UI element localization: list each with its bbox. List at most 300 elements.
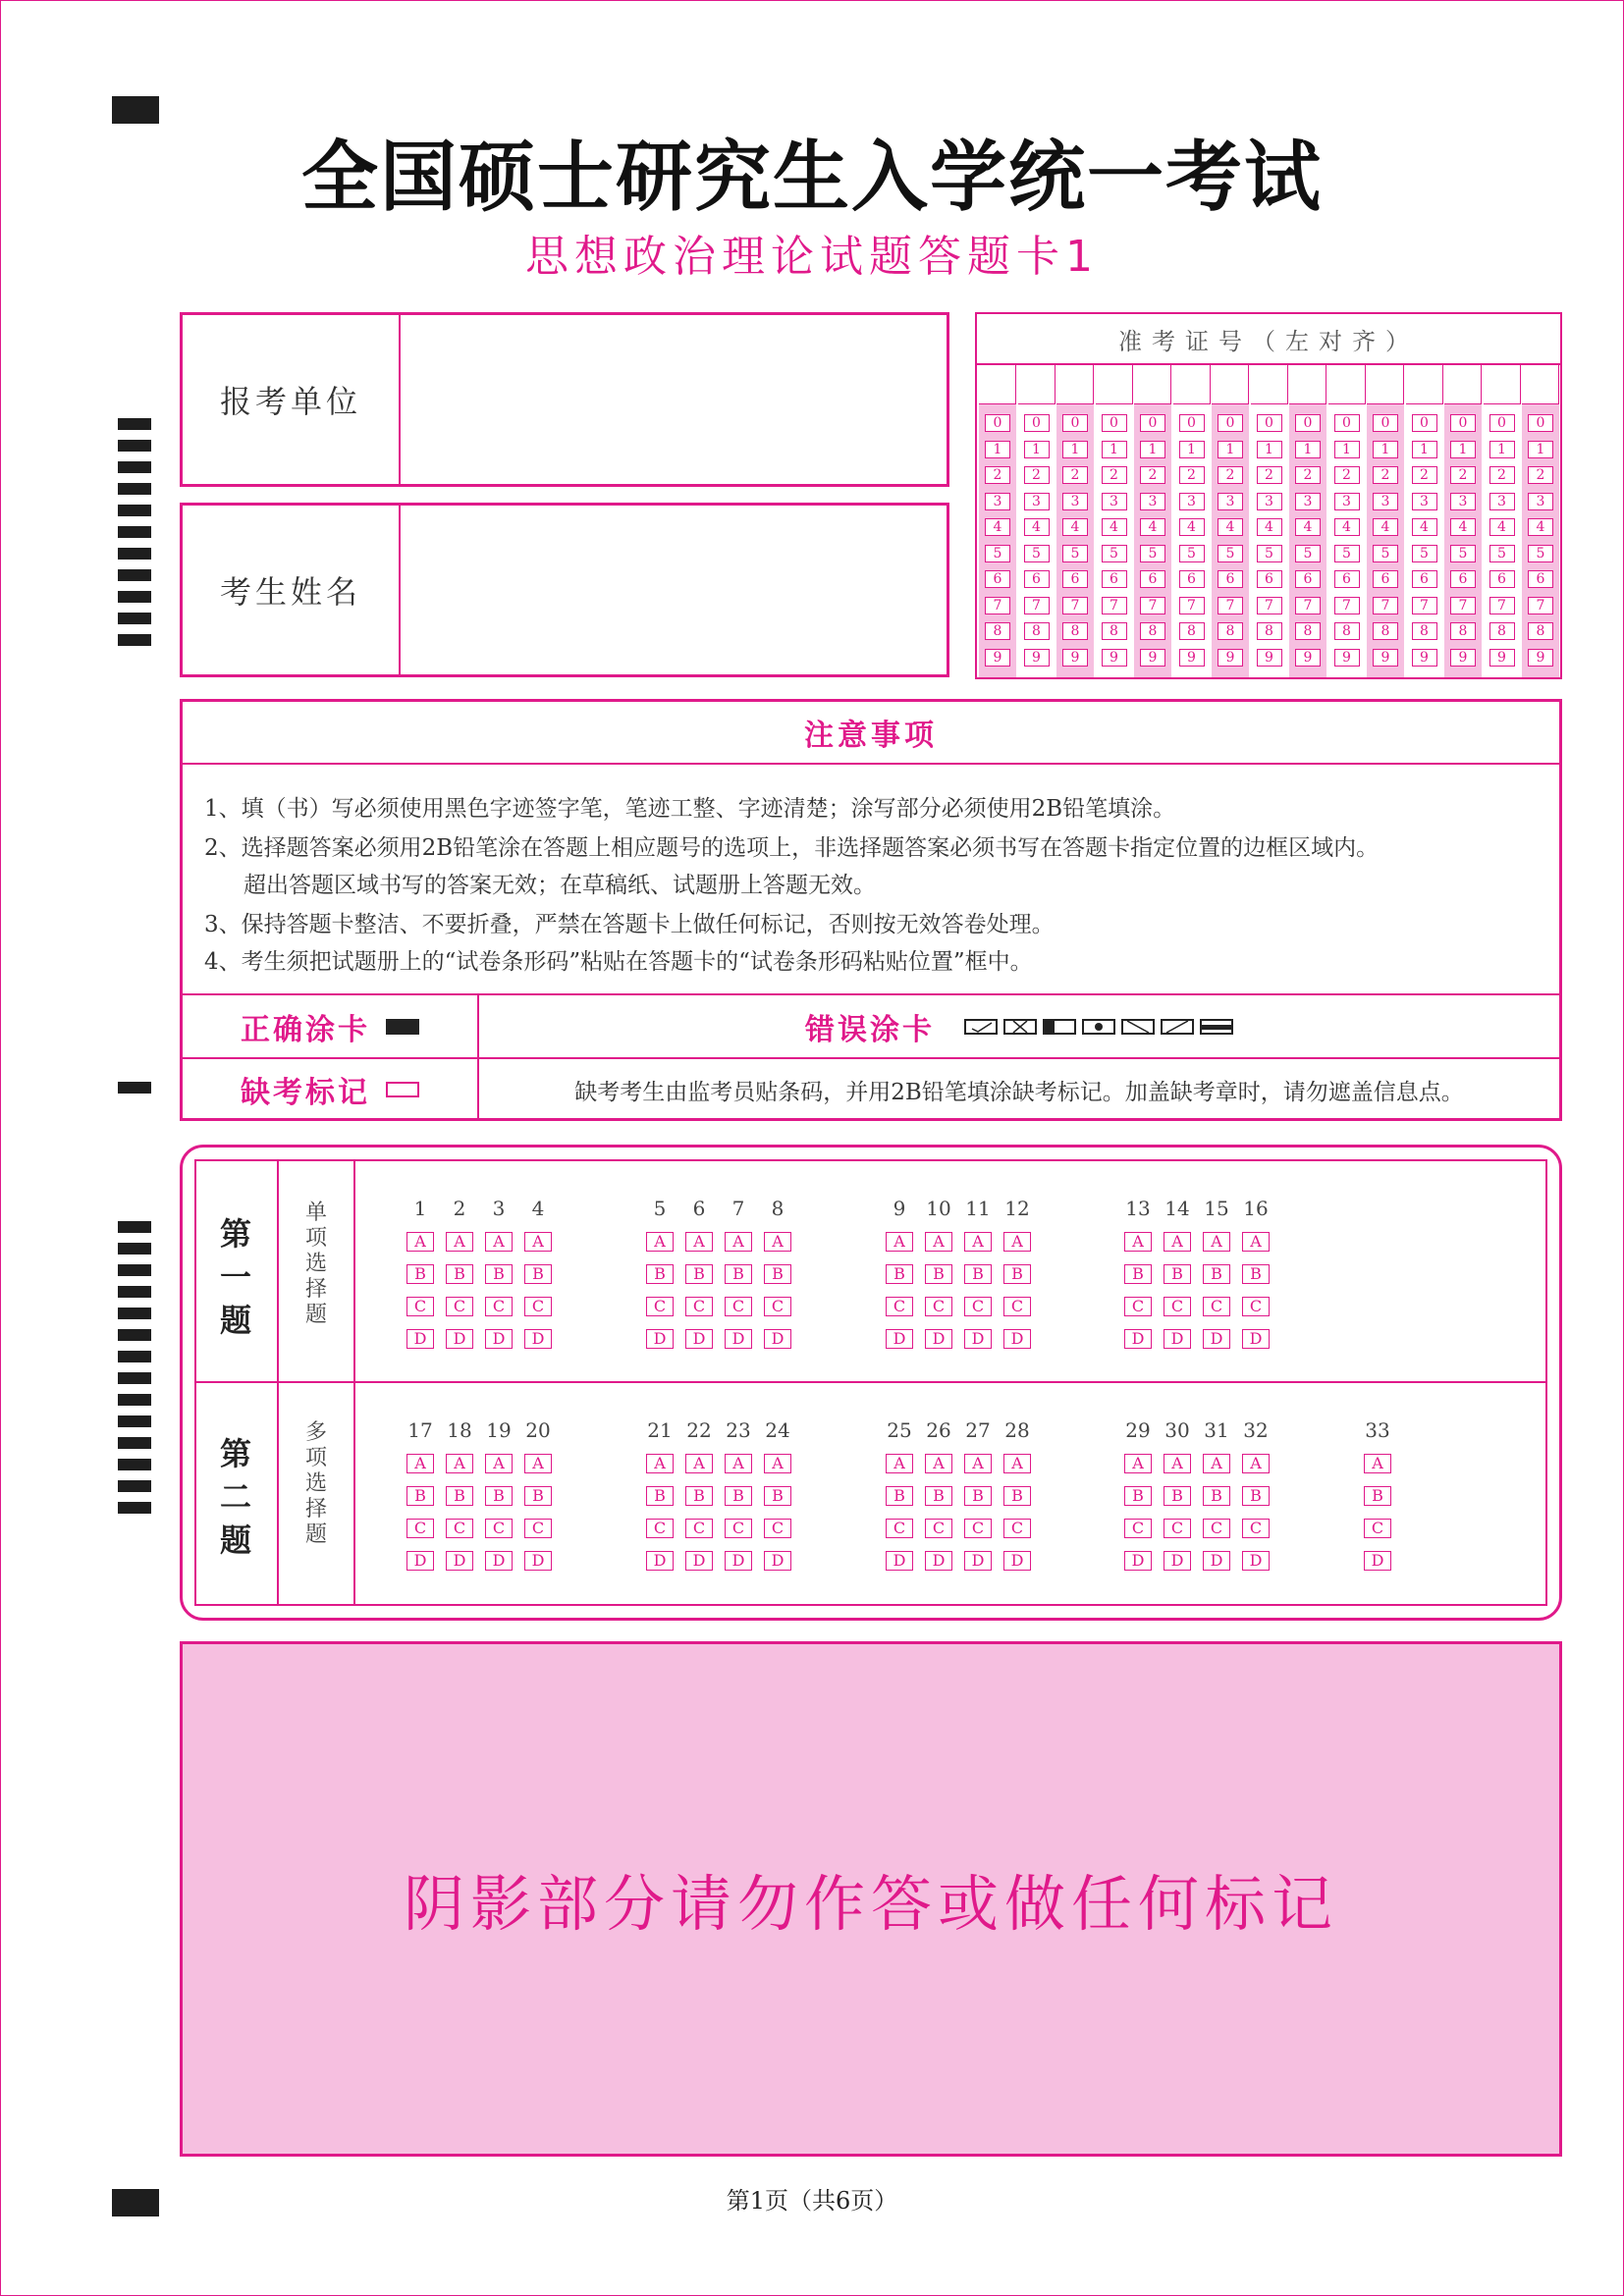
answer-option-bubble[interactable]: C	[524, 1519, 552, 1538]
answer-option-bubble[interactable]: A	[1242, 1232, 1270, 1252]
admission-digit-bubble[interactable]: 7	[1334, 597, 1360, 614]
admission-digit-bubble[interactable]: 2	[1373, 466, 1398, 484]
admission-digit-bubble[interactable]: 8	[1295, 622, 1321, 640]
admission-digit-bubble[interactable]: 6	[1257, 570, 1282, 588]
admission-digit-bubble[interactable]: 7	[1140, 597, 1165, 614]
admission-digit-write-cell[interactable]	[1406, 365, 1443, 404]
admission-digit-bubble[interactable]: 0	[1412, 414, 1437, 432]
admission-digit-bubble[interactable]: 3	[1295, 493, 1321, 510]
answer-option-bubble[interactable]: D	[964, 1329, 992, 1349]
answer-option-bubble[interactable]: D	[1203, 1551, 1230, 1571]
answer-option-bubble[interactable]: A	[725, 1232, 752, 1252]
admission-digit-bubble[interactable]: 5	[1218, 545, 1243, 562]
admission-digit-bubble[interactable]: 4	[1528, 518, 1553, 536]
admission-digit-bubble[interactable]: 0	[1450, 414, 1476, 432]
admission-digit-bubble[interactable]: 1	[1024, 441, 1050, 458]
answer-option-bubble[interactable]: A	[1003, 1454, 1031, 1473]
answer-option-bubble[interactable]: C	[886, 1297, 913, 1316]
answer-option-bubble[interactable]: B	[886, 1486, 913, 1506]
admission-digit-bubble[interactable]: 9	[1102, 649, 1127, 667]
admission-digit-bubble[interactable]: 4	[1295, 518, 1321, 536]
answer-option-bubble[interactable]: B	[646, 1486, 674, 1506]
admission-digit-bubble[interactable]: 5	[985, 545, 1010, 562]
answer-option-bubble[interactable]: A	[646, 1232, 674, 1252]
admission-digit-bubble[interactable]: 1	[1528, 441, 1553, 458]
admission-digit-bubble[interactable]: 8	[1179, 622, 1205, 640]
answer-option-bubble[interactable]: B	[925, 1264, 952, 1284]
admission-digit-bubble[interactable]: 5	[1373, 545, 1398, 562]
answer-option-bubble[interactable]: C	[1364, 1519, 1391, 1538]
admission-digit-write-cell[interactable]	[1212, 365, 1249, 404]
admission-digit-bubble[interactable]: 7	[1489, 597, 1515, 614]
answer-option-bubble[interactable]: C	[406, 1297, 434, 1316]
answer-option-bubble[interactable]: A	[1164, 1454, 1191, 1473]
answer-option-bubble[interactable]: C	[964, 1519, 992, 1538]
answer-option-bubble[interactable]: A	[1003, 1232, 1031, 1252]
admission-digit-bubble[interactable]: 7	[1102, 597, 1127, 614]
admission-digit-bubble[interactable]: 5	[1295, 545, 1321, 562]
name-field[interactable]	[401, 506, 947, 674]
answer-option-bubble[interactable]: C	[485, 1297, 513, 1316]
answer-option-bubble[interactable]: C	[1124, 1519, 1152, 1538]
answer-option-bubble[interactable]: A	[1364, 1454, 1391, 1473]
answer-option-bubble[interactable]: D	[1124, 1551, 1152, 1571]
answer-option-bubble[interactable]: C	[1203, 1519, 1230, 1538]
admission-digit-bubble[interactable]: 0	[1140, 414, 1165, 432]
answer-option-bubble[interactable]: A	[524, 1232, 552, 1252]
answer-option-bubble[interactable]: C	[446, 1297, 473, 1316]
answer-option-bubble[interactable]: C	[1164, 1297, 1191, 1316]
admission-digit-bubble[interactable]: 9	[1140, 649, 1165, 667]
answer-option-bubble[interactable]: B	[406, 1486, 434, 1506]
answer-option-bubble[interactable]: C	[685, 1297, 713, 1316]
answer-option-bubble[interactable]: A	[1124, 1232, 1152, 1252]
admission-digit-bubble[interactable]: 1	[1257, 441, 1282, 458]
admission-digit-bubble[interactable]: 3	[985, 493, 1010, 510]
answer-option-bubble[interactable]: D	[964, 1551, 992, 1571]
answer-option-bubble[interactable]: B	[1124, 1486, 1152, 1506]
answer-option-bubble[interactable]: B	[524, 1486, 552, 1506]
answer-option-bubble[interactable]: B	[764, 1264, 791, 1284]
answer-option-bubble[interactable]: D	[1203, 1329, 1230, 1349]
admission-digit-write-cell[interactable]	[1444, 365, 1482, 404]
answer-option-bubble[interactable]: C	[685, 1519, 713, 1538]
admission-digit-bubble[interactable]: 6	[1450, 570, 1476, 588]
answer-option-bubble[interactable]: C	[725, 1297, 752, 1316]
answer-option-bubble[interactable]: B	[685, 1486, 713, 1506]
admission-digit-bubble[interactable]: 7	[1295, 597, 1321, 614]
admission-digit-bubble[interactable]: 6	[1179, 570, 1205, 588]
admission-digit-bubble[interactable]: 3	[1373, 493, 1398, 510]
admission-digit-bubble[interactable]: 2	[1295, 466, 1321, 484]
admission-digit-write-cell[interactable]	[1173, 365, 1211, 404]
admission-digit-bubble[interactable]: 6	[1102, 570, 1127, 588]
answer-option-bubble[interactable]: B	[485, 1264, 513, 1284]
admission-digit-bubble[interactable]: 4	[1334, 518, 1360, 536]
admission-digit-bubble[interactable]: 2	[1062, 466, 1088, 484]
absent-bubble[interactable]	[386, 1082, 419, 1097]
answer-option-bubble[interactable]: D	[406, 1329, 434, 1349]
admission-digit-bubble[interactable]: 1	[1412, 441, 1437, 458]
admission-digit-bubble[interactable]: 1	[1218, 441, 1243, 458]
answer-option-bubble[interactable]: D	[685, 1551, 713, 1571]
admission-digit-bubble[interactable]: 4	[1179, 518, 1205, 536]
admission-digit-write-cell[interactable]	[1096, 365, 1133, 404]
answer-option-bubble[interactable]: B	[1364, 1486, 1391, 1506]
answer-option-bubble[interactable]: D	[1124, 1329, 1152, 1349]
answer-option-bubble[interactable]: D	[1003, 1329, 1031, 1349]
admission-digit-bubble[interactable]: 5	[1179, 545, 1205, 562]
admission-digit-bubble[interactable]: 5	[1062, 545, 1088, 562]
admission-digit-bubble[interactable]: 6	[1218, 570, 1243, 588]
answer-option-bubble[interactable]: A	[446, 1232, 473, 1252]
answer-option-bubble[interactable]: C	[1164, 1519, 1191, 1538]
admission-digit-bubble[interactable]: 9	[1334, 649, 1360, 667]
admission-digit-bubble[interactable]: 5	[1257, 545, 1282, 562]
answer-option-bubble[interactable]: C	[925, 1297, 952, 1316]
admission-digit-bubble[interactable]: 0	[1102, 414, 1127, 432]
admission-digit-bubble[interactable]: 0	[1334, 414, 1360, 432]
admission-digit-bubble[interactable]: 3	[1489, 493, 1515, 510]
admission-digit-bubble[interactable]: 3	[1024, 493, 1050, 510]
answer-option-bubble[interactable]: B	[964, 1486, 992, 1506]
admission-digit-bubble[interactable]: 8	[1528, 622, 1553, 640]
admission-digit-bubble[interactable]: 8	[1102, 622, 1127, 640]
admission-digit-write-cell[interactable]	[1289, 365, 1326, 404]
admission-digit-bubble[interactable]: 6	[1062, 570, 1088, 588]
admission-digit-bubble[interactable]: 7	[1179, 597, 1205, 614]
admission-digit-bubble[interactable]: 7	[1528, 597, 1553, 614]
answer-option-bubble[interactable]: C	[1124, 1297, 1152, 1316]
admission-digit-bubble[interactable]: 0	[1062, 414, 1088, 432]
answer-option-bubble[interactable]: D	[524, 1329, 552, 1349]
admission-digit-write-cell[interactable]	[1328, 365, 1366, 404]
answer-option-bubble[interactable]: A	[886, 1232, 913, 1252]
answer-option-bubble[interactable]: D	[406, 1551, 434, 1571]
admission-digit-bubble[interactable]: 1	[1062, 441, 1088, 458]
admission-digit-bubble[interactable]: 5	[1140, 545, 1165, 562]
admission-digit-bubble[interactable]: 7	[1450, 597, 1476, 614]
admission-digit-write-cell[interactable]	[1367, 365, 1404, 404]
answer-option-bubble[interactable]: C	[1242, 1297, 1270, 1316]
answer-option-bubble[interactable]: B	[446, 1264, 473, 1284]
admission-digit-bubble[interactable]: 6	[1528, 570, 1553, 588]
admission-digit-bubble[interactable]: 8	[1450, 622, 1476, 640]
admission-digit-write-cell[interactable]	[979, 365, 1016, 404]
answer-option-bubble[interactable]: B	[406, 1264, 434, 1284]
admission-digit-bubble[interactable]: 5	[1528, 545, 1553, 562]
admission-digit-bubble[interactable]: 3	[1140, 493, 1165, 510]
admission-digit-bubble[interactable]: 6	[1295, 570, 1321, 588]
answer-option-bubble[interactable]: B	[1203, 1264, 1230, 1284]
answer-option-bubble[interactable]: B	[1124, 1264, 1152, 1284]
answer-option-bubble[interactable]: C	[1003, 1519, 1031, 1538]
answer-option-bubble[interactable]: D	[646, 1551, 674, 1571]
answer-option-bubble[interactable]: B	[685, 1264, 713, 1284]
answer-option-bubble[interactable]: D	[764, 1329, 791, 1349]
admission-digit-bubble[interactable]: 9	[1257, 649, 1282, 667]
admission-digit-bubble[interactable]: 1	[1102, 441, 1127, 458]
admission-digit-bubble[interactable]: 4	[1450, 518, 1476, 536]
answer-option-bubble[interactable]: B	[485, 1486, 513, 1506]
admission-digit-bubble[interactable]: 7	[1062, 597, 1088, 614]
answer-option-bubble[interactable]: C	[646, 1297, 674, 1316]
answer-option-bubble[interactable]: A	[964, 1454, 992, 1473]
admission-digit-bubble[interactable]: 7	[1218, 597, 1243, 614]
admission-digit-bubble[interactable]: 9	[1528, 649, 1553, 667]
admission-digit-bubble[interactable]: 0	[1295, 414, 1321, 432]
admission-digit-bubble[interactable]: 1	[985, 441, 1010, 458]
answer-option-bubble[interactable]: A	[764, 1232, 791, 1252]
admission-digit-bubble[interactable]: 6	[1489, 570, 1515, 588]
admission-digit-bubble[interactable]: 9	[1218, 649, 1243, 667]
answer-option-bubble[interactable]: D	[485, 1551, 513, 1571]
admission-digit-bubble[interactable]: 3	[1528, 493, 1553, 510]
admission-digit-bubble[interactable]: 8	[1412, 622, 1437, 640]
admission-digit-write-cell[interactable]	[1484, 365, 1521, 404]
admission-digit-bubble[interactable]: 6	[1140, 570, 1165, 588]
admission-digit-bubble[interactable]: 4	[1373, 518, 1398, 536]
answer-option-bubble[interactable]: D	[685, 1329, 713, 1349]
admission-digit-bubble[interactable]: 0	[1024, 414, 1050, 432]
answer-option-bubble[interactable]: D	[1242, 1551, 1270, 1571]
answer-option-bubble[interactable]: D	[1242, 1329, 1270, 1349]
answer-option-bubble[interactable]: A	[964, 1232, 992, 1252]
admission-digit-bubble[interactable]: 9	[1489, 649, 1515, 667]
answer-option-bubble[interactable]: D	[646, 1329, 674, 1349]
answer-option-bubble[interactable]: A	[925, 1454, 952, 1473]
admission-digit-bubble[interactable]: 3	[1179, 493, 1205, 510]
admission-digit-bubble[interactable]: 2	[1412, 466, 1437, 484]
answer-option-bubble[interactable]: D	[446, 1329, 473, 1349]
answer-option-bubble[interactable]: B	[1003, 1486, 1031, 1506]
answer-option-bubble[interactable]: A	[524, 1454, 552, 1473]
answer-option-bubble[interactable]: A	[886, 1454, 913, 1473]
admission-digit-bubble[interactable]: 1	[1295, 441, 1321, 458]
answer-option-bubble[interactable]: A	[1124, 1454, 1152, 1473]
answer-option-bubble[interactable]: D	[524, 1551, 552, 1571]
admission-digit-bubble[interactable]: 3	[1257, 493, 1282, 510]
answer-option-bubble[interactable]: D	[1164, 1329, 1191, 1349]
admission-digit-bubble[interactable]: 2	[1450, 466, 1476, 484]
answer-option-bubble[interactable]: B	[1164, 1264, 1191, 1284]
admission-digit-bubble[interactable]: 4	[985, 518, 1010, 536]
answer-option-bubble[interactable]: D	[725, 1329, 752, 1349]
admission-digit-write-cell[interactable]	[1018, 365, 1056, 404]
answer-option-bubble[interactable]: A	[925, 1232, 952, 1252]
admission-digit-bubble[interactable]: 6	[1412, 570, 1437, 588]
admission-digit-bubble[interactable]: 9	[1024, 649, 1050, 667]
admission-digit-bubble[interactable]: 8	[1373, 622, 1398, 640]
answer-option-bubble[interactable]: C	[524, 1297, 552, 1316]
answer-option-bubble[interactable]: C	[886, 1519, 913, 1538]
admission-digit-bubble[interactable]: 2	[1102, 466, 1127, 484]
admission-digit-bubble[interactable]: 4	[1257, 518, 1282, 536]
admission-digit-bubble[interactable]: 4	[1218, 518, 1243, 536]
answer-option-bubble[interactable]: C	[925, 1519, 952, 1538]
admission-digit-bubble[interactable]: 8	[1140, 622, 1165, 640]
admission-digit-bubble[interactable]: 9	[1062, 649, 1088, 667]
answer-option-bubble[interactable]: C	[1242, 1519, 1270, 1538]
admission-digit-bubble[interactable]: 8	[985, 622, 1010, 640]
answer-option-bubble[interactable]: A	[1203, 1454, 1230, 1473]
admission-digit-bubble[interactable]: 9	[1295, 649, 1321, 667]
admission-digit-bubble[interactable]: 1	[1140, 441, 1165, 458]
answer-option-bubble[interactable]: A	[1164, 1232, 1191, 1252]
admission-digit-bubble[interactable]: 6	[985, 570, 1010, 588]
answer-option-bubble[interactable]: D	[925, 1551, 952, 1571]
admission-digit-bubble[interactable]: 7	[1257, 597, 1282, 614]
answer-option-bubble[interactable]: B	[1164, 1486, 1191, 1506]
answer-option-bubble[interactable]: A	[446, 1454, 473, 1473]
answer-option-bubble[interactable]: B	[964, 1264, 992, 1284]
answer-option-bubble[interactable]: D	[925, 1329, 952, 1349]
admission-digit-bubble[interactable]: 1	[1450, 441, 1476, 458]
admission-digit-bubble[interactable]: 3	[1450, 493, 1476, 510]
answer-option-bubble[interactable]: A	[406, 1232, 434, 1252]
admission-digit-bubble[interactable]: 1	[1179, 441, 1205, 458]
admission-digit-bubble[interactable]: 8	[1024, 622, 1050, 640]
answer-option-bubble[interactable]: A	[485, 1232, 513, 1252]
admission-digit-bubble[interactable]: 2	[1179, 466, 1205, 484]
answer-option-bubble[interactable]: A	[485, 1454, 513, 1473]
answer-option-bubble[interactable]: B	[1242, 1264, 1270, 1284]
admission-digit-bubble[interactable]: 8	[1062, 622, 1088, 640]
admission-digit-write-cell[interactable]	[1522, 365, 1559, 404]
answer-option-bubble[interactable]: B	[1242, 1486, 1270, 1506]
admission-digit-bubble[interactable]: 8	[1218, 622, 1243, 640]
answer-option-bubble[interactable]: C	[764, 1519, 791, 1538]
answer-option-bubble[interactable]: D	[1164, 1551, 1191, 1571]
answer-option-bubble[interactable]: B	[925, 1486, 952, 1506]
admission-digit-bubble[interactable]: 0	[1218, 414, 1243, 432]
answer-option-bubble[interactable]: C	[964, 1297, 992, 1316]
admission-digit-bubble[interactable]: 2	[1489, 466, 1515, 484]
answer-option-bubble[interactable]: A	[646, 1454, 674, 1473]
answer-option-bubble[interactable]: B	[646, 1264, 674, 1284]
admission-digit-bubble[interactable]: 2	[1024, 466, 1050, 484]
admission-digit-bubble[interactable]: 2	[1334, 466, 1360, 484]
admission-digit-bubble[interactable]: 5	[1102, 545, 1127, 562]
admission-digit-bubble[interactable]: 9	[985, 649, 1010, 667]
admission-digit-bubble[interactable]: 0	[1257, 414, 1282, 432]
admission-digit-bubble[interactable]: 0	[1528, 414, 1553, 432]
admission-digit-bubble[interactable]: 7	[1373, 597, 1398, 614]
admission-digit-bubble[interactable]: 2	[1140, 466, 1165, 484]
admission-digit-write-cell[interactable]	[1251, 365, 1288, 404]
answer-option-bubble[interactable]: B	[1003, 1264, 1031, 1284]
answer-option-bubble[interactable]: C	[725, 1519, 752, 1538]
admission-digit-bubble[interactable]: 0	[1373, 414, 1398, 432]
admission-digit-bubble[interactable]: 9	[1373, 649, 1398, 667]
answer-option-bubble[interactable]: B	[725, 1264, 752, 1284]
answer-option-bubble[interactable]: C	[646, 1519, 674, 1538]
admission-digit-bubble[interactable]: 6	[1373, 570, 1398, 588]
answer-option-bubble[interactable]: B	[886, 1264, 913, 1284]
admission-digit-bubble[interactable]: 5	[1412, 545, 1437, 562]
admission-digit-bubble[interactable]: 8	[1489, 622, 1515, 640]
admission-digit-bubble[interactable]: 7	[1412, 597, 1437, 614]
admission-digit-bubble[interactable]: 0	[1489, 414, 1515, 432]
admission-digit-bubble[interactable]: 8	[1334, 622, 1360, 640]
answer-option-bubble[interactable]: C	[485, 1519, 513, 1538]
answer-option-bubble[interactable]: D	[886, 1329, 913, 1349]
answer-option-bubble[interactable]: B	[446, 1486, 473, 1506]
answer-option-bubble[interactable]: C	[446, 1519, 473, 1538]
answer-option-bubble[interactable]: C	[406, 1519, 434, 1538]
admission-digit-bubble[interactable]: 9	[1450, 649, 1476, 667]
admission-digit-bubble[interactable]: 7	[985, 597, 1010, 614]
admission-digit-bubble[interactable]: 0	[1179, 414, 1205, 432]
admission-digit-bubble[interactable]: 1	[1373, 441, 1398, 458]
admission-digit-bubble[interactable]: 3	[1062, 493, 1088, 510]
answer-option-bubble[interactable]: D	[1364, 1551, 1391, 1571]
admission-digit-bubble[interactable]: 4	[1062, 518, 1088, 536]
admission-digit-bubble[interactable]: 6	[1334, 570, 1360, 588]
admission-digit-write-cell[interactable]	[1134, 365, 1171, 404]
admission-digit-bubble[interactable]: 4	[1024, 518, 1050, 536]
admission-digit-bubble[interactable]: 7	[1024, 597, 1050, 614]
answer-option-bubble[interactable]: C	[1003, 1297, 1031, 1316]
admission-digit-bubble[interactable]: 2	[1257, 466, 1282, 484]
admission-digit-bubble[interactable]: 4	[1140, 518, 1165, 536]
admission-digit-bubble[interactable]: 4	[1412, 518, 1437, 536]
admission-digit-bubble[interactable]: 4	[1102, 518, 1127, 536]
answer-option-bubble[interactable]: B	[764, 1486, 791, 1506]
answer-option-bubble[interactable]: D	[1003, 1551, 1031, 1571]
answer-option-bubble[interactable]: D	[886, 1551, 913, 1571]
answer-option-bubble[interactable]: D	[485, 1329, 513, 1349]
answer-option-bubble[interactable]: A	[685, 1454, 713, 1473]
unit-field[interactable]	[401, 315, 947, 484]
admission-digit-bubble[interactable]: 8	[1257, 622, 1282, 640]
answer-option-bubble[interactable]: D	[764, 1551, 791, 1571]
admission-digit-bubble[interactable]: 5	[1489, 545, 1515, 562]
admission-digit-bubble[interactable]: 5	[1334, 545, 1360, 562]
admission-digit-bubble[interactable]: 6	[1024, 570, 1050, 588]
admission-digit-bubble[interactable]: 2	[1218, 466, 1243, 484]
answer-option-bubble[interactable]: A	[406, 1454, 434, 1473]
answer-option-bubble[interactable]: A	[764, 1454, 791, 1473]
admission-digit-write-cell[interactable]	[1056, 365, 1094, 404]
admission-digit-bubble[interactable]: 9	[1179, 649, 1205, 667]
admission-digit-bubble[interactable]: 2	[1528, 466, 1553, 484]
admission-digit-bubble[interactable]: 3	[1412, 493, 1437, 510]
answer-option-bubble[interactable]: A	[685, 1232, 713, 1252]
admission-digit-bubble[interactable]: 0	[985, 414, 1010, 432]
admission-digit-bubble[interactable]: 3	[1218, 493, 1243, 510]
answer-option-bubble[interactable]: B	[725, 1486, 752, 1506]
answer-option-bubble[interactable]: D	[725, 1551, 752, 1571]
answer-option-bubble[interactable]: C	[764, 1297, 791, 1316]
answer-option-bubble[interactable]: A	[1203, 1232, 1230, 1252]
admission-digit-bubble[interactable]: 1	[1334, 441, 1360, 458]
admission-digit-bubble[interactable]: 3	[1102, 493, 1127, 510]
answer-option-bubble[interactable]: A	[1242, 1454, 1270, 1473]
answer-option-bubble[interactable]: C	[1203, 1297, 1230, 1316]
admission-digit-bubble[interactable]: 5	[1024, 545, 1050, 562]
answer-option-bubble[interactable]: A	[725, 1454, 752, 1473]
answer-option-bubble[interactable]: B	[524, 1264, 552, 1284]
admission-digit-bubble[interactable]: 5	[1450, 545, 1476, 562]
admission-digit-bubble[interactable]: 1	[1489, 441, 1515, 458]
answer-option-bubble[interactable]: B	[1203, 1486, 1230, 1506]
admission-digit-bubble[interactable]: 3	[1334, 493, 1360, 510]
admission-digit-bubble[interactable]: 4	[1489, 518, 1515, 536]
admission-digit-bubble[interactable]: 9	[1412, 649, 1437, 667]
answer-option-bubble[interactable]: D	[446, 1551, 473, 1571]
admission-digit-bubble[interactable]: 2	[985, 466, 1010, 484]
